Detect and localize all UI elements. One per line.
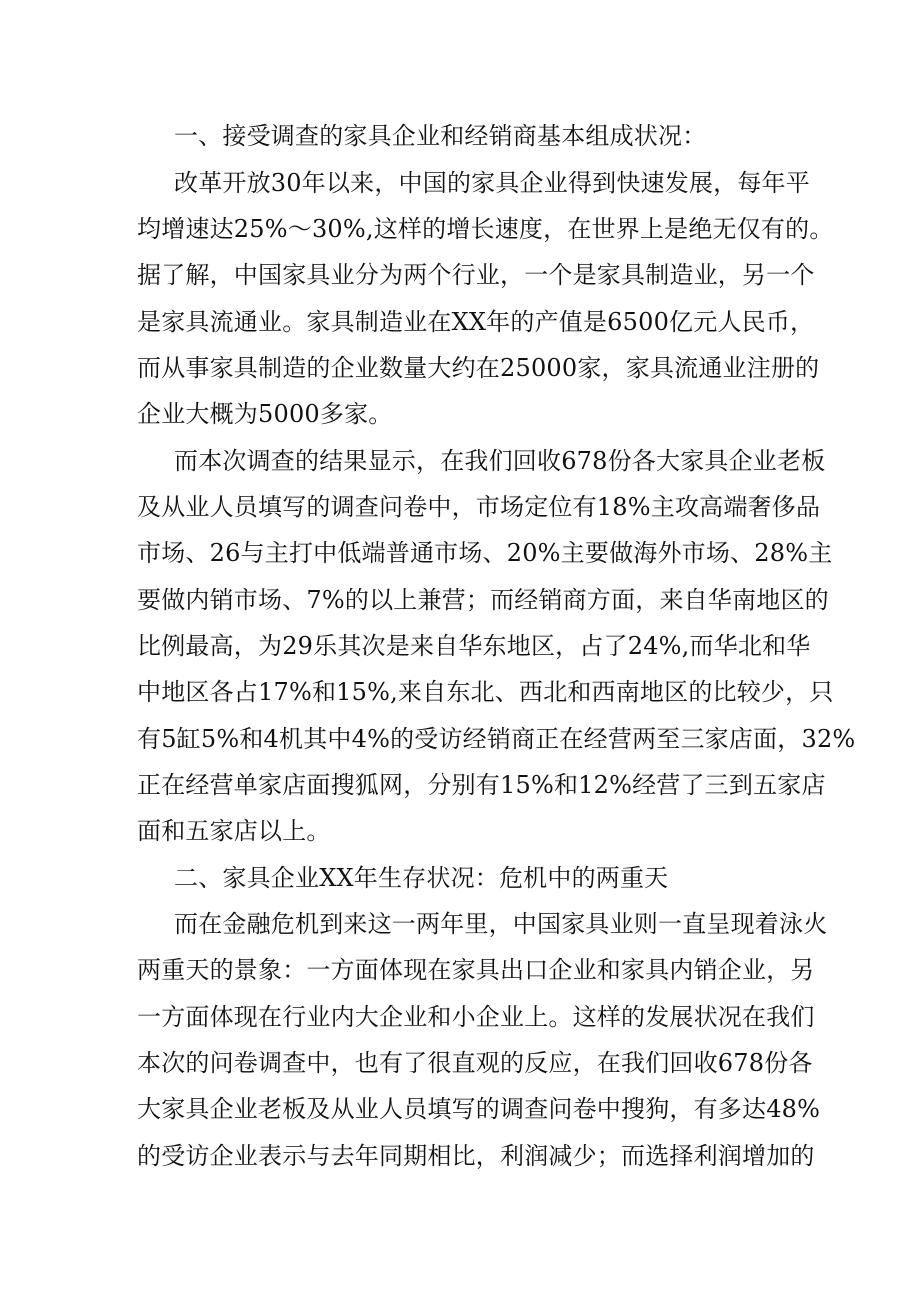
section1-para2-line-2: 及从业人员填写的调查问卷中，市场定位有18%主攻高端奢侈品 bbox=[137, 493, 821, 521]
section1-para2-line-4: 要做内销市场、7%的以上兼营；而经销商方面，来自华南地区的 bbox=[137, 586, 829, 614]
section2-para1-line-6: 的受访企业表示与去年同期相比，利润减少；而选择利润增加的 bbox=[137, 1142, 815, 1170]
section1-para2-line-3: 市场、26与主打中低端普通市场、20%主要做海外市场、28%主 bbox=[137, 539, 833, 567]
section1-para2-line-5: 比例最高，为29乐其次是来自华东地区，占了24%,而华北和华 bbox=[137, 632, 811, 660]
section2-para1-line-3: 一方面体现在行业内大企业和小企业上。这样的发展状况在我们 bbox=[137, 1003, 815, 1031]
section2-heading: 二、家具企业XX年生存状况：危机中的两重天 bbox=[174, 864, 669, 892]
section1-para1-line-4: 是家具流通业。家具制造业在XX年的产值是6500亿元人民币， bbox=[137, 308, 815, 336]
section1-para2-line-9: 面和五家店以上。 bbox=[137, 817, 331, 845]
section2-para1-line-4: 本次的问卷调查中，也有了很直观的反应，在我们回收678份各 bbox=[137, 1049, 813, 1077]
section1-para1-line-6: 企业大概为5000多家。 bbox=[137, 400, 393, 428]
section1-para1-line-3: 据了解，中国家具业分为两个行业，一个是家具制造业，另一个 bbox=[137, 261, 815, 289]
section1-para2-line-7: 有5缸5%和4机其中4%的受访经销商正在经营两至三家店面，32% bbox=[137, 725, 856, 753]
section1-para1-line-1: 改革开放30年以来，中国的家具企业得到快速发展，每年平 bbox=[174, 169, 810, 197]
section2-para1-line-1: 而在金融危机到来这一两年里，中国家具业则一直呈现着泳火 bbox=[174, 910, 828, 938]
section1-para1-line-5: 而从事家具制造的企业数量大约在25000家，家具流通业注册的 bbox=[137, 354, 820, 382]
section1-para2-line-8: 正在经营单家店面搜狐网，分别有15%和12%经营了三到五家店 bbox=[137, 771, 826, 799]
section1-heading: 一、接受调查的家具企业和经销商基本组成状况： bbox=[174, 122, 707, 150]
section1-para2-line-6: 中地区各占17%和15%,来自东北、西北和西南地区的比较少，只 bbox=[137, 678, 834, 706]
section1-para1-line-2: 均增速达25%～30%,这样的增长速度，在世界上是绝无仅有的。 bbox=[137, 215, 834, 243]
section1-para2-line-1: 而本次调查的结果显示，在我们回收678份各大家具企业老板 bbox=[174, 447, 826, 475]
section2-para1-line-5: 大家具企业老板及从业人员填写的调查问卷中搜狗，有多达48% bbox=[137, 1095, 821, 1123]
section2-para1-line-2: 两重天的景象：一方面体现在家具出口企业和家具内销企业，另 bbox=[137, 956, 815, 984]
